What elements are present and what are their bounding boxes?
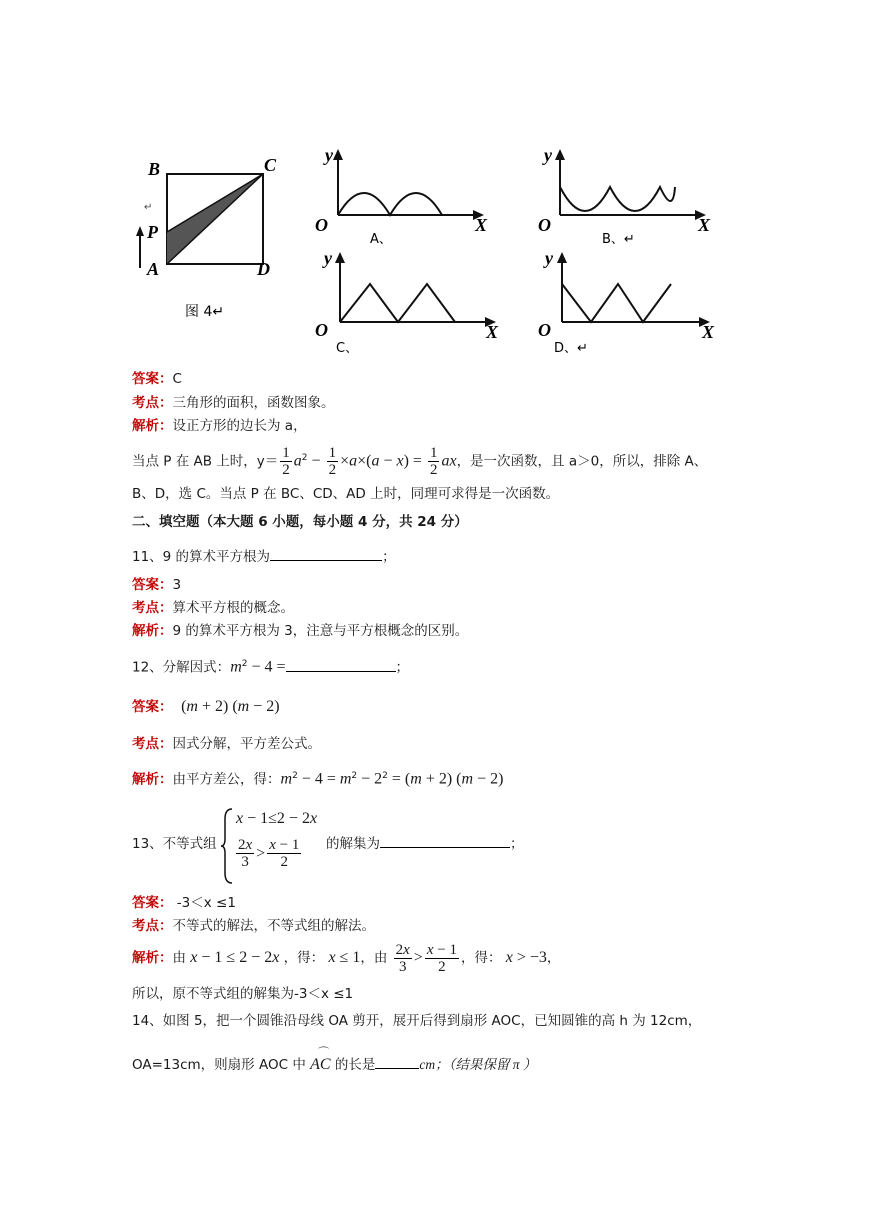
formula-fraction: $\frac{1}{2}$ (429, 445, 438, 478)
figure-4 (130, 150, 290, 325)
formula-fraction: $\frac{1}{2}$ (328, 445, 337, 478)
x-axis-label: X (698, 215, 711, 235)
label-a: A (147, 259, 160, 279)
q10-analysis-1: 设正方形的边长为 a， (172, 418, 307, 434)
q11-answer-line: 答案：3 (132, 577, 182, 593)
y-axis-label: y (544, 145, 552, 165)
q11-analysis-line: 解析：9 的算术平方根为 3，注意与平方根概念的区别。 (132, 623, 469, 639)
y-axis-label: y (325, 145, 333, 165)
section-heading: 二、填空题（本大题 6 小题，每小题 4 分，共 24 分） (132, 514, 468, 530)
paragraph-mark: ↵ (144, 202, 153, 213)
q11-point-line: 考点：算术平方根的概念。 (132, 600, 294, 616)
arc-ac: ⌒ AC (310, 1046, 331, 1073)
figure-4-caption: 图 4↵ (185, 304, 225, 320)
q14-line1: 14、如图 5，把一个圆锥沿母线 OA 剪开，展开后得到扇形 AOC，已知圆锥的高 h 为 12cm， (132, 1013, 702, 1029)
label-b: B (148, 159, 161, 179)
q10-answer-line (132, 370, 182, 388)
q10-analysis-3: B、D，选 C。当点 P 在 BC、CD、AD 上时，同理可求得是一次函数。 (132, 486, 560, 502)
q10-analysis-line1 (132, 417, 307, 435)
answer-blank (380, 835, 510, 848)
q10-answer: C (172, 371, 182, 387)
q13-point-line: 考点：不等式的解法，不等式组的解法。 (132, 918, 375, 934)
q11-stem: 11、9 的算术平方根为 ； (132, 549, 396, 565)
point-label: 考点： (132, 395, 173, 411)
graph-c (310, 250, 510, 360)
graph-b (530, 145, 720, 250)
answer-blank (286, 659, 396, 672)
q13-answer-line: 答案： -3＜x ≤1 (132, 895, 236, 911)
answer-blank (375, 1056, 419, 1069)
graph-d (530, 250, 725, 360)
q13-conclusion: 所以，原不等式组的解集为-3＜x ≤1 (132, 986, 354, 1002)
q12-point-line: 考点：因式分解，平方差公式。 (132, 736, 321, 752)
q14-line2: OA=13cm，则扇形 AOC 中 ⌒ AC 的长是 cm；（结果保留 π ） (132, 1050, 536, 1080)
analysis-label: 解析： (132, 418, 173, 434)
y-axis-label: y (545, 248, 553, 268)
origin-label: O (315, 215, 328, 235)
graph-c-caption: C、 (336, 341, 359, 356)
y-axis-label: y (324, 248, 332, 268)
graph-b-caption: B、↵ (602, 232, 635, 247)
inequality-system: x − 1≤2 − 2x $\frac{2x}{3}$ > $\frac{x - 1}{2}$ (220, 805, 330, 885)
q11-answer: 3 (172, 577, 182, 593)
graph-a (310, 145, 495, 250)
q13-stem-post: 的解集为 ； (326, 836, 524, 852)
q13-stem-pre: 13、不等式组 (132, 836, 217, 852)
graph-a-caption: A、 (370, 232, 392, 247)
label-c: C (264, 155, 277, 175)
label-d: D (257, 259, 270, 279)
origin-label: O (538, 215, 551, 235)
origin-label: O (538, 320, 551, 340)
q10-analysis-line3 (132, 485, 559, 503)
q10-point-line (132, 394, 335, 412)
x-axis-label: X (702, 322, 715, 342)
q13-answer: -3＜x ≤1 (176, 895, 236, 911)
q13-analysis-line: 解析：由 x − 1 ≤ 2 − 2x ，得： x ≤ 1，由 $\frac{2x}{3}$ > $\frac{x - 1}{2}$ ，得： x > −3， (132, 941, 561, 975)
q10-analysis-line2: 当点 P 在 AB 上时，y＝ $\frac{1}{2}$ $a^2$ − $\frac{1}{2}$ ×a×(a − x) = $\frac{1}{2}$ ax，是一次函数，且 a＞0，所以，排除 A、 (132, 445, 708, 478)
q12-answer-line: 答案： (m + 2) (m − 2) (132, 698, 280, 715)
x-axis-label: X (475, 215, 488, 235)
q12-analysis-line: 解析：由平方差公，得：$m^2 - 4 = m^2 - 2^2 = (m + 2) (m - 2)$ (132, 770, 504, 788)
x-axis-label: X (486, 322, 499, 342)
q10-point: 三角形的面积，函数图象。 (172, 395, 335, 411)
q10-analysis-2-post: ，是一次函数，且 a＞0，所以，排除 A、 (456, 453, 708, 470)
origin-label: O (315, 320, 328, 340)
label-p: P (147, 222, 158, 242)
q10-analysis-2-pre: 当点 P 在 AB 上时，y＝ (132, 453, 279, 470)
graph-d-caption: D、↵ (554, 341, 588, 356)
q12-stem: 12、分解因式：$m^2 - 4$ = ； (132, 658, 410, 676)
answer-blank (270, 548, 382, 561)
answer-label: 答案： (132, 371, 173, 387)
formula-fraction: $\frac{1}{2}$ (282, 445, 290, 478)
